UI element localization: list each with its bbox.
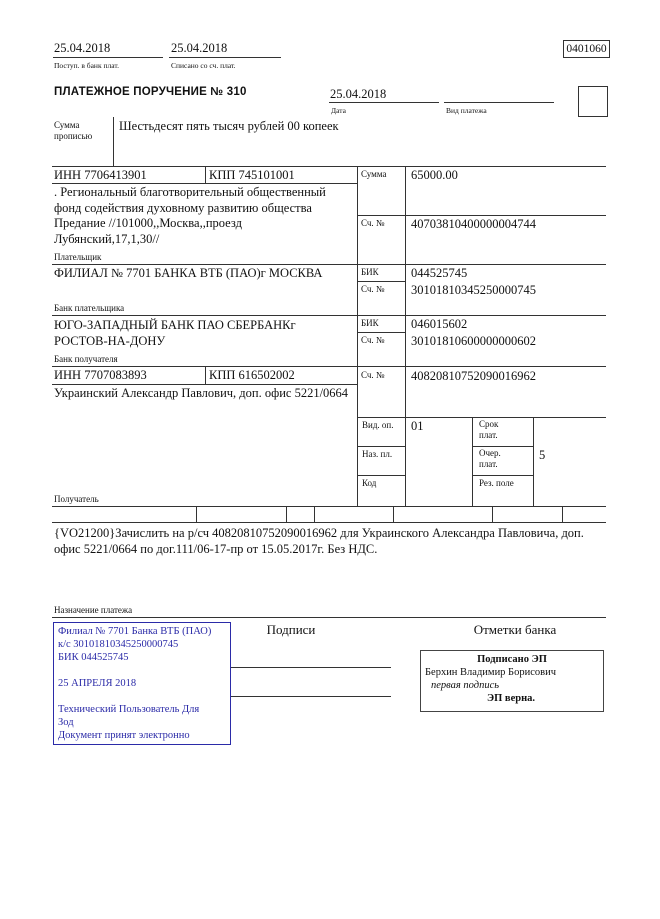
payee-bank-account-label: Сч. № bbox=[361, 335, 385, 345]
payee-bank-name bbox=[54, 317, 296, 349]
amount-words-divider bbox=[113, 117, 114, 166]
grid-line bbox=[286, 506, 287, 522]
op-type-value: 01 bbox=[411, 419, 424, 433]
grid-line bbox=[533, 417, 534, 506]
document-date-label: Дата bbox=[331, 106, 346, 115]
signature-line-1 bbox=[231, 667, 391, 668]
bank-stamp bbox=[53, 622, 231, 745]
stamp-line: Документ принят электронно bbox=[58, 730, 190, 741]
sum-value: 65000.00 bbox=[411, 168, 458, 182]
code-label: Код bbox=[362, 478, 377, 488]
status-box bbox=[578, 86, 608, 117]
grid-line bbox=[52, 617, 606, 618]
amount-words-label-line2: прописью bbox=[54, 131, 93, 141]
form-code-box bbox=[563, 40, 610, 58]
order-value: 5 bbox=[539, 448, 546, 462]
op-type-label: Вид. оп. bbox=[362, 420, 394, 430]
stamp-line: к/с 30101810345250000745 bbox=[58, 639, 179, 650]
grid-line bbox=[357, 281, 405, 282]
grid-line bbox=[205, 366, 206, 384]
signer-name: Берхин Владимир Борисович bbox=[425, 667, 556, 678]
debited-date: 25.04.2018 bbox=[171, 41, 228, 55]
grid-line bbox=[357, 446, 405, 447]
stamp-spacer bbox=[58, 664, 226, 677]
grid-line bbox=[357, 417, 606, 418]
amount-words-label bbox=[54, 120, 92, 142]
received-date: 25.04.2018 bbox=[54, 41, 111, 55]
grid-line bbox=[52, 166, 606, 167]
payer-bank-account-label: Сч. № bbox=[361, 284, 385, 294]
signature-line-2 bbox=[231, 696, 391, 697]
grid-line bbox=[492, 506, 493, 522]
grid-line bbox=[52, 506, 606, 507]
order-label-line: Очер. bbox=[479, 448, 501, 458]
debited-date-label: Списано со сч. плат. bbox=[171, 61, 236, 70]
stamp-line: БИК 044525745 bbox=[58, 652, 129, 663]
stamp-line: Технический Пользователь Для bbox=[58, 704, 200, 715]
payment-type-line bbox=[444, 102, 554, 103]
stamp-line: Филиал № 7701 Банка ВТБ (ПАО) bbox=[58, 626, 212, 637]
page-title: ПЛАТЕЖНОЕ ПОРУЧЕНИЕ № 310 bbox=[54, 86, 247, 98]
term-label-line: Срок bbox=[479, 419, 499, 429]
grid-line bbox=[357, 215, 606, 216]
payee-account-label: Сч. № bbox=[361, 370, 385, 380]
payer-name bbox=[54, 185, 326, 247]
grid-line bbox=[314, 506, 315, 522]
grid-line bbox=[196, 506, 197, 522]
received-date-line bbox=[53, 57, 163, 58]
grid-line bbox=[562, 506, 563, 522]
grid-line bbox=[405, 166, 406, 506]
stamp-line: Зод bbox=[58, 717, 74, 728]
payee-bank-label: Банк получателя bbox=[54, 354, 118, 364]
grid-line bbox=[52, 315, 606, 316]
payee-label: Получатель bbox=[54, 494, 99, 504]
payer-name-line: Лубянский,17,1,30// bbox=[54, 231, 160, 246]
document-date-line bbox=[329, 102, 439, 103]
payee-bank-bik: 046015602 bbox=[411, 317, 468, 331]
signature-type: первая подпись bbox=[431, 680, 500, 691]
payer-label: Плательщик bbox=[54, 252, 102, 262]
grid-line bbox=[205, 166, 206, 183]
payee-bank-name-line: РОСТОВ-НА-ДОНУ bbox=[54, 334, 166, 348]
payee-bank-account: 30101810600000000602 bbox=[411, 334, 536, 348]
payee-inn: ИНН 7707083893 bbox=[54, 368, 147, 382]
term-label bbox=[479, 419, 498, 441]
order-label-line: плат. bbox=[479, 459, 498, 469]
stamp-spacer bbox=[58, 690, 226, 703]
payer-bank-name: ФИЛИАЛ № 7701 БАНКА ВТБ (ПАО)г МОСКВА bbox=[54, 266, 323, 280]
payment-purpose-line: офис 5221/0664 по дог.111/06-17-пр от 15.05.2017г. Без НДС. bbox=[54, 542, 378, 556]
payee-bank-bik-label: БИК bbox=[361, 318, 379, 328]
payer-bank-label: Банк плательщика bbox=[54, 303, 125, 313]
grid-line bbox=[52, 183, 357, 184]
debited-date-line bbox=[169, 57, 281, 58]
grid-line bbox=[357, 475, 405, 476]
electronic-signature-box bbox=[420, 650, 604, 712]
payer-name-line: фонд содействия духовному развитию общества bbox=[54, 200, 312, 215]
payee-kpp: КПП 616502002 bbox=[209, 368, 295, 382]
signatures-label: Подписи bbox=[266, 622, 316, 637]
grid-line bbox=[393, 506, 394, 522]
payer-account: 40703810400000004744 bbox=[411, 217, 536, 231]
payer-account-label: Сч. № bbox=[361, 218, 385, 228]
payer-bank-account: 30101810345250000745 bbox=[411, 283, 536, 297]
payer-kpp: КПП 745101001 bbox=[209, 168, 295, 182]
grid-line bbox=[52, 366, 606, 367]
grid-line bbox=[357, 166, 358, 506]
grid-line bbox=[472, 475, 533, 476]
signed-label: Подписано ЭП bbox=[477, 654, 547, 665]
form-code: 0401060 bbox=[566, 43, 607, 55]
payer-bank-bik-label: БИК bbox=[361, 267, 379, 277]
grid-line bbox=[472, 446, 533, 447]
bank-marks-label: Отметки банка bbox=[473, 622, 557, 637]
grid-line bbox=[52, 264, 606, 265]
order-label bbox=[479, 448, 501, 470]
payment-type-label: Вид платежа bbox=[446, 106, 487, 115]
payment-purpose-line: {VO21200}Зачислить на р/сч 40820810752090016962 для Украинского Александра Павловича, доп. bbox=[54, 526, 584, 540]
grid-line bbox=[357, 332, 405, 333]
term-label-line: плат. bbox=[479, 430, 498, 440]
payee-bank-name-line: ЮГО-ЗАПАДНЫЙ БАНК ПАО СБЕРБАНКг bbox=[54, 318, 296, 332]
stamp-line: 25 АПРЕЛЯ 2018 bbox=[58, 678, 137, 689]
payee-name: Украинский Александр Павлович, доп. офис 5221/0664 bbox=[54, 386, 349, 400]
document-date: 25.04.2018 bbox=[330, 87, 387, 101]
payment-purpose-label: Назначение платежа bbox=[54, 605, 133, 615]
grid-line bbox=[52, 522, 606, 523]
payer-bank-bik: 044525745 bbox=[411, 266, 468, 280]
amount-words-value: Шестьдесят пять тысяч рублей 00 копеек bbox=[119, 119, 339, 133]
payment-purpose bbox=[54, 525, 584, 557]
grid-line bbox=[52, 384, 357, 385]
payer-name-line: . Региональный благотворительный общественный bbox=[54, 185, 326, 199]
purpose-code-label: Наз. пл. bbox=[362, 449, 393, 459]
payee-account: 40820810752090016962 bbox=[411, 369, 536, 383]
sum-label: Сумма bbox=[361, 169, 387, 179]
payer-inn: ИНН 7706413901 bbox=[54, 168, 147, 182]
received-date-label: Поступ. в банк плат. bbox=[54, 61, 119, 70]
payer-name-line: Предание //101000,,Москва,,проезд bbox=[54, 216, 242, 230]
grid-line bbox=[472, 417, 473, 506]
reserve-label: Рез. поле bbox=[479, 478, 514, 488]
signature-verified: ЭП верна. bbox=[487, 693, 536, 704]
amount-words-label-line1: Сумма bbox=[54, 120, 80, 130]
